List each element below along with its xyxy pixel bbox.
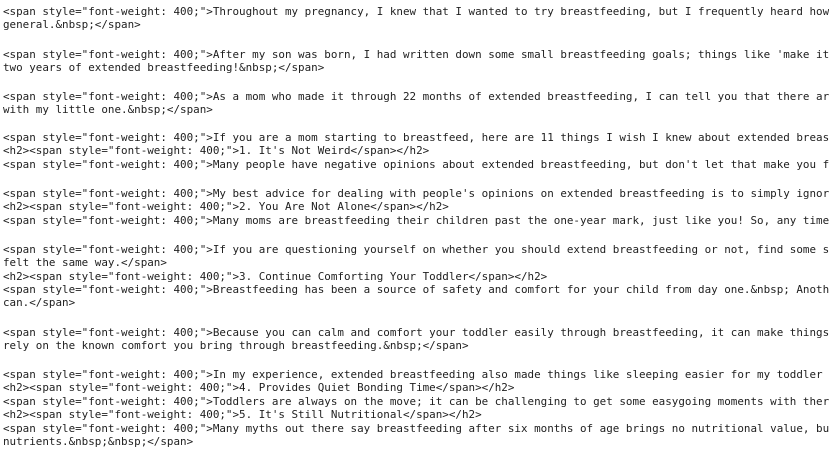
code-line[interactable]: general.&nbsp;</span>: [3, 18, 141, 31]
code-line[interactable]: <h2><span style="font-weight: 400;">1. It's Not Weird</span></h2>: [3, 144, 430, 157]
code-line[interactable]: <span style="font-weight: 400;">Breastfeeding has been a source of safety and comfort for your child from day one.&nbsp; Anoth: [3, 283, 829, 296]
code-line[interactable]: <span style="font-weight: 400;">Throughout my pregnancy, I knew that I wanted to try breastfeeding, but I frequently heard how: [3, 5, 829, 18]
code-line[interactable]: <span style="font-weight: 400;">If you are a mom starting to breastfeed, here are 11 things I wish I knew about extended breas: [3, 131, 829, 144]
code-line[interactable]: <span style="font-weight: 400;">Many people have negative opinions about extended breastfeeding, but don't let that make you f: [3, 158, 829, 171]
code-line[interactable]: <span style="font-weight: 400;">After my son was born, I had written down some small breastfeeding goals; things like 'make it: [3, 48, 829, 61]
code-line[interactable]: with my little one.&nbsp;</span>: [3, 103, 213, 116]
code-line[interactable]: <span style="font-weight: 400;">Because you can calm and comfort your toddler easily through breastfeeding, it can make things: [3, 326, 829, 339]
code-line[interactable]: rely on the known comfort you bring through breastfeeding.&nbsp;</span>: [3, 339, 469, 352]
code-line[interactable]: <span style="font-weight: 400;">My best advice for dealing with people's opinions on extended breastfeeding is to simply ignor: [3, 187, 829, 200]
code-line[interactable]: <span style="font-weight: 400;">Toddlers are always on the move; it can be challenging to get some easygoing moments with ther: [3, 395, 829, 408]
code-line[interactable]: <span style="font-weight: 400;">In my experience, extended breastfeeding also made things like sleeping easier for my toddler: [3, 368, 823, 381]
code-line[interactable]: <h2><span style="font-weight: 400;">4. Provides Quiet Bonding Time</span></h2>: [3, 381, 515, 394]
code-line[interactable]: <h2><span style="font-weight: 400;">2. You Are Not Alone</span></h2>: [3, 200, 449, 213]
code-line[interactable]: <h2><span style="font-weight: 400;">5. It's Still Nutritional</span></h2>: [3, 408, 482, 421]
code-line[interactable]: <h2><span style="font-weight: 400;">3. Continue Comforting Your Toddler</span></h2>: [3, 270, 548, 283]
code-line[interactable]: felt the same way.</span>: [3, 256, 167, 269]
code-line[interactable]: nutrients.&nbsp;&nbsp;</span>: [3, 435, 194, 448]
code-line[interactable]: two years of extended breastfeeding!&nbsp;</span>: [3, 61, 325, 74]
code-line[interactable]: can.</span>: [3, 296, 76, 309]
code-line[interactable]: <span style="font-weight: 400;">If you are questioning yourself on whether you should extend breastfeeding or not, find some s: [3, 243, 829, 256]
code-line[interactable]: <span style="font-weight: 400;">Many moms are breastfeeding their children past the one-year mark, just like you! So, any time: [3, 214, 829, 227]
code-line[interactable]: <span style="font-weight: 400;">As a mom who made it through 22 months of extended breastfeeding, I can tell you that there ar: [3, 90, 829, 103]
code-line[interactable]: <span style="font-weight: 400;">Many myths out there say breastfeeding after six months of age brings no nutritional value, bu: [3, 422, 829, 435]
